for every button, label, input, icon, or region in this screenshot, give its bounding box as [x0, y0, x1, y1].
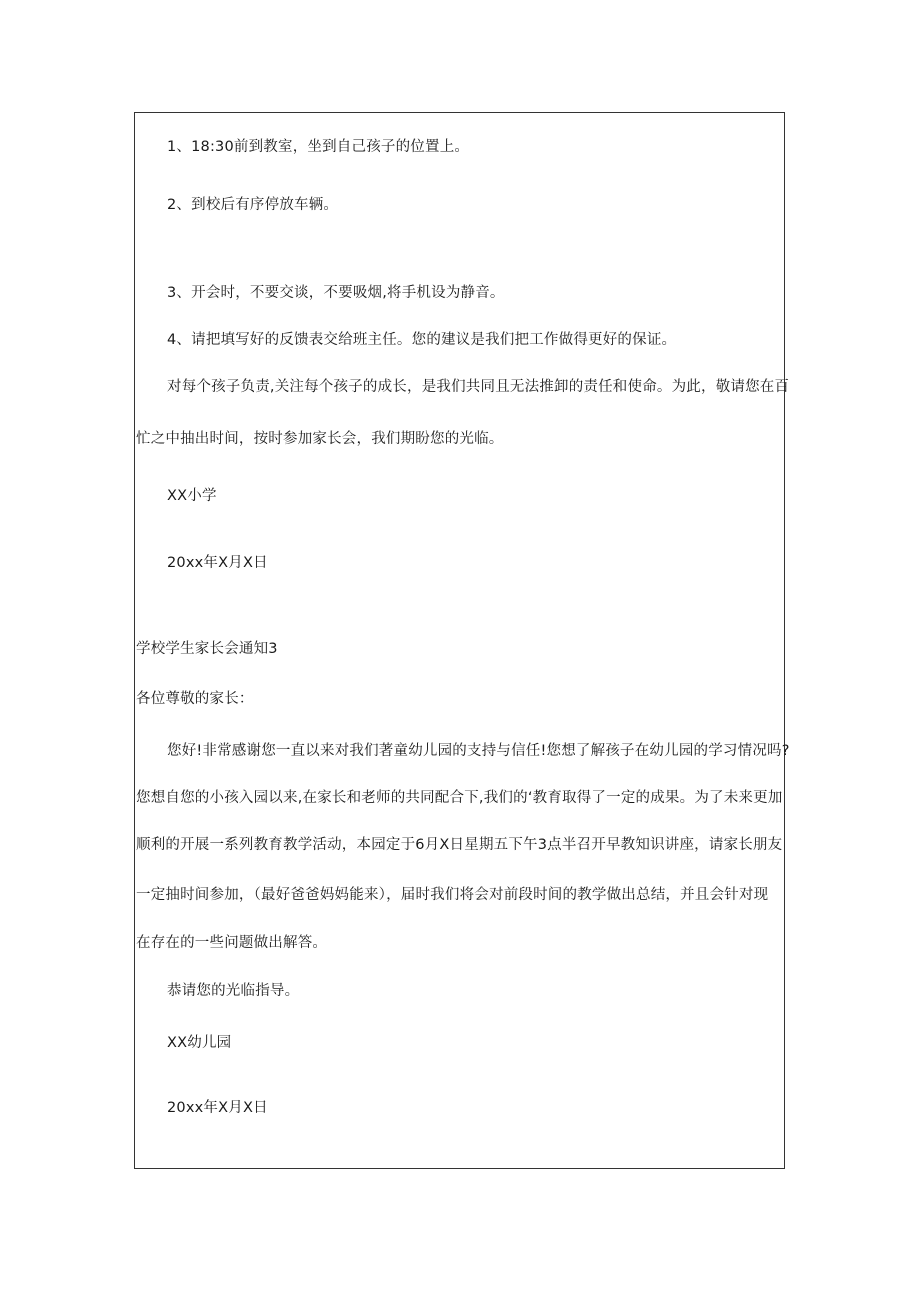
date-1: 20xx年X月X日 [167, 555, 268, 571]
date-2: 20xx年X月X日 [167, 1100, 268, 1116]
invitation-line: 恭请您的光临指导。 [167, 983, 300, 999]
body-line-5: 在存在的一些问题做出解答。 [136, 935, 328, 951]
list-item-3: 3、开会时，不要交谈，不要吸烟,将手机设为静音。 [167, 285, 505, 301]
closing-paragraph-line-1: 对每个孩子负责,关注每个孩子的成长，是我们共同且无法推卸的责任和使命。为此，敬请您在百 [167, 379, 790, 395]
body-line-4: 一定抽时间参加，（最好爸爸妈妈能来），届时我们将会对前段时间的教学做出总结，并且会针对现 [136, 887, 769, 903]
list-item-1: 1、18:30前到教室，坐到自己孩子的位置上。 [167, 139, 470, 155]
body-line-2: 您想自您的小孩入园以来,在家长和老师的共同配合下,我们的‘教育取得了一定的成果。为了未来更加 [136, 790, 783, 806]
body-line-3: 顺利的开展一系列教育教学活动，本园定于6月X日星期五下午3点半召开早教知识讲座，请家长朋友 [136, 837, 783, 853]
document-page [134, 112, 790, 1169]
list-item-4: 4、请把填写好的反馈表交给班主任。您的建议是我们把工作做得更好的保证。 [167, 332, 677, 348]
section-title: 学校学生家长会通知3 [136, 641, 278, 657]
salutation: 各位尊敬的家长： [136, 691, 254, 707]
signature-kindergarten: XX幼儿园 [167, 1035, 232, 1051]
closing-paragraph-line-2: 忙之中抽出时间，按时参加家长会，我们期盼您的光临。 [136, 431, 504, 447]
signature-school: XX小学 [167, 488, 217, 504]
body-line-1: 您好!非常感谢您一直以来对我们著童幼儿园的支持与信任!您想了解孩子在幼儿园的学习情况吗? [167, 743, 790, 759]
list-item-2: 2、到校后有序停放车辆。 [167, 197, 339, 213]
